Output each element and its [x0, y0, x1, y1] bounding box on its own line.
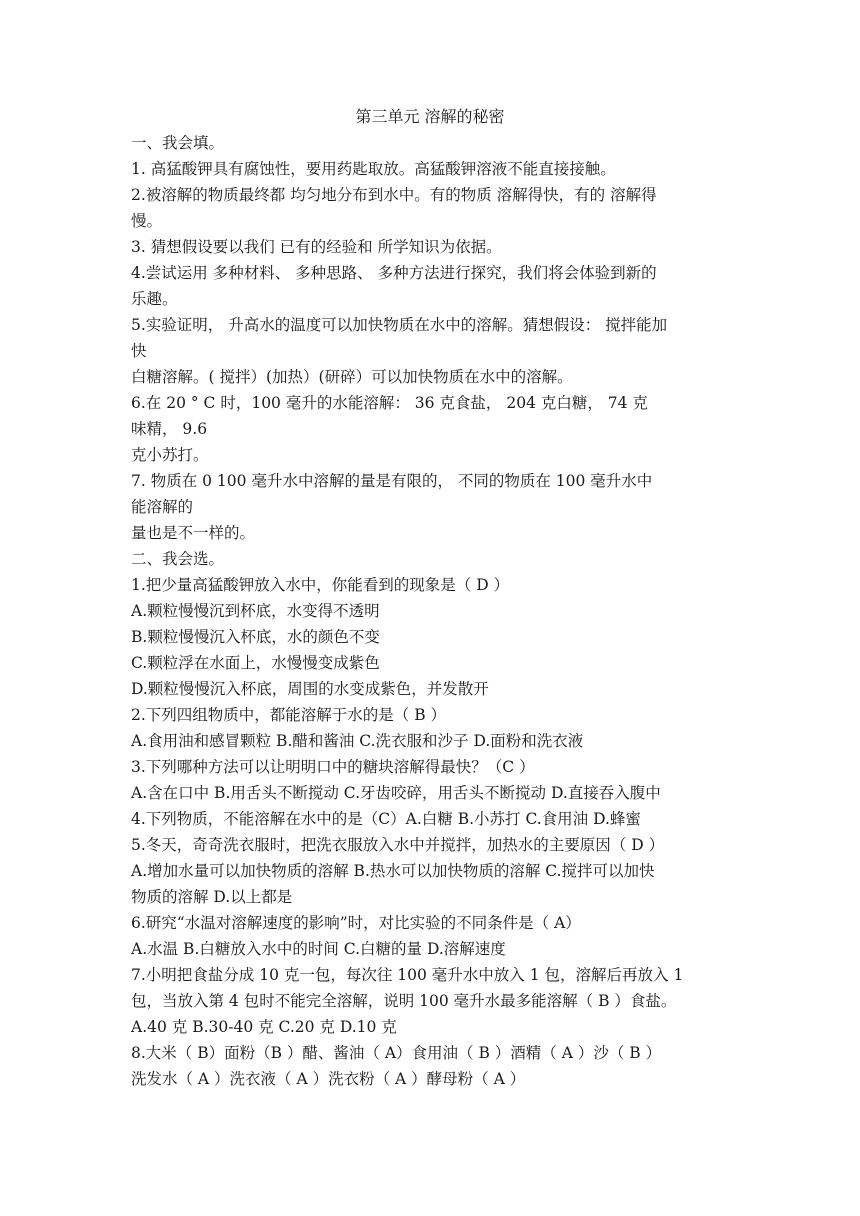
text-line: 3. 猜想假设要以我们 已有的经验和 所学知识为依据。 [131, 238, 502, 256]
text-line: 乐趣。 [131, 290, 178, 308]
text-line: C.颗粒浮在水面上，水慢慢变成紫色 [131, 654, 380, 672]
text-line: 物质的溶解 D.以上都是 [131, 888, 293, 906]
text-line: D.颗粒慢慢沉入杯底，周围的水变成紫色，并发散开 [131, 680, 489, 698]
text-line: 洗发水（ A ）洗衣液（ A ）洗衣粉（ A ）酵母粉（ A ） [131, 1070, 526, 1088]
text-line: 6.研究“水温对溶解速度的影响”时，对比实验的不同条件是（ A） [131, 914, 581, 932]
text-line: 慢。 [131, 212, 163, 230]
text-line: 包，当放入第 4 包时不能完全溶解，说明 100 毫升水最多能溶解（ B ）食盐。 [131, 992, 677, 1010]
text-line: 1. 高猛酸钾具有腐蚀性，要用药匙取放。高猛酸钾溶液不能直接接触。 [131, 160, 616, 178]
text-line: 4.尝试运用 多种材料、 多种思路、 多种方法进行探究，我们将会体验到新的 [131, 264, 657, 282]
text-line: 1.把少量高猛酸钾放入水中，你能看到的现象是（ D ） [131, 576, 510, 594]
text-line: 2.下列四组物质中，都能溶解于水的是（ B ） [131, 706, 447, 724]
text-line: 克小苏打。 [131, 446, 209, 464]
text-line: 4.下列物质，不能溶解在水中的是（C）A.白糖 B.小苏打 C.食用油 D.蜂蜜 [131, 810, 641, 828]
text-line: 6.在 20 ° C 时，100 毫升的水能溶解： 36 克食盐， 204 克白糖， 74 克 [131, 394, 648, 412]
text-line: A.食用油和感冒颗粒 B.醋和酱油 C.洗衣服和沙子 D.面粉和洗衣液 [131, 732, 584, 750]
page-title: 第三单元 溶解的秘密 [355, 107, 505, 126]
text-line: A.增加水量可以加快物质的溶解 B.热水可以加快物质的溶解 C.搅拌可以加快 [131, 862, 655, 880]
text-line: 3.下列哪种方法可以让明明口中的糖块溶解得最快？（C ） [131, 758, 535, 776]
text-line: 白糖溶解。( 搅拌）(加热）(研碎）可以加快物质在水中的溶解。 [131, 368, 573, 386]
document-body [131, 130, 731, 1092]
text-line: 能溶解的 [131, 498, 194, 516]
text-line: 快 [131, 342, 147, 360]
text-line: 一、我会填。 [131, 134, 225, 152]
text-line: A.含在口中 B.用舌头不断搅动 C.牙齿咬碎，用舌头不断搅动 D.直接吞入腹中 [131, 784, 661, 802]
text-line: 量也是不一样的。 [131, 524, 256, 542]
text-line: 5.实验证明， 升高水的温度可以加快物质在水中的溶解。猜想假设： 搅拌能加 [131, 316, 668, 334]
text-line: 7. 物质在 0 100 毫升水中溶解的量是有限的， 不同的物质在 100 毫升水中 [131, 472, 653, 490]
text-line: B.颗粒慢慢沉入杯底，水的颜色不变 [131, 628, 380, 646]
text-line: 二、我会选。 [131, 550, 225, 568]
text-line: A.40 克 B.30-40 克 C.20 克 D.10 克 [131, 1018, 397, 1036]
text-line: 7.小明把食盐分成 10 克一包，每次往 100 毫升水中放入 1 包，溶解后再放入 1 [131, 966, 684, 984]
text-line: A.颗粒慢慢沉到杯底，水变得不透明 [131, 602, 380, 620]
text-line: 8.大米（ B）面粉（B ）醋、酱油（ A）食用油（ B ）酒精（ A ）沙（ B ） [131, 1044, 662, 1062]
text-line: 味精， 9.6 [131, 420, 208, 438]
text-line: 5.冬天，奇奇洗衣服时，把洗衣服放入水中并搅拌，加热水的主要原因（ D ） [131, 836, 665, 854]
text-line: A.水温 B.白糖放入水中的时间 C.白糖的量 D.溶解速度 [131, 940, 506, 958]
text-line: 2.被溶解的物质最终都 均匀地分布到水中。有的物质 溶解得快，有的 溶解得 [131, 186, 657, 204]
